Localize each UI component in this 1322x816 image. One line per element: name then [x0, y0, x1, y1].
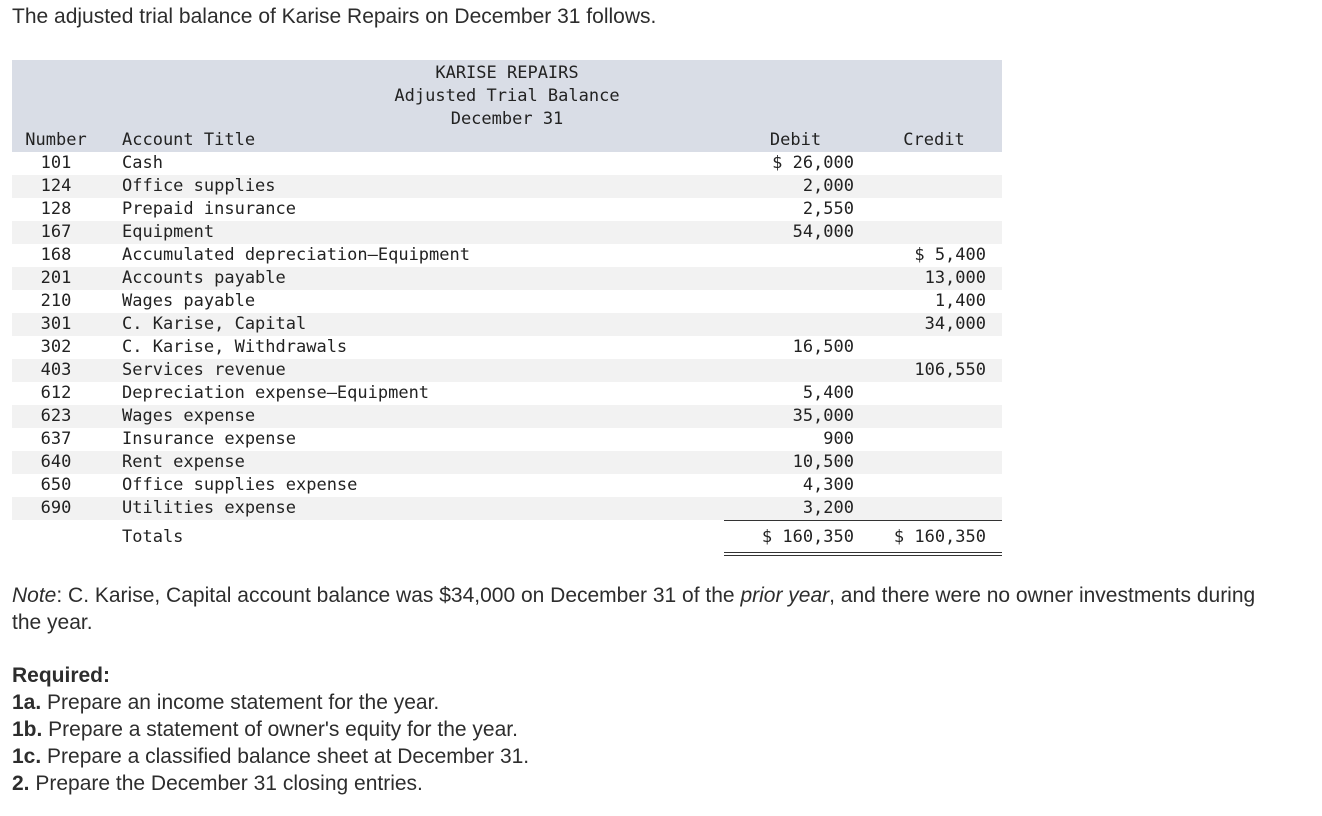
account-title: Wages expense	[122, 406, 256, 426]
account-title: Depreciation expense—Equipment	[122, 383, 430, 403]
debit-amount: 16,500	[792, 337, 854, 357]
debit-amount: 2,550	[802, 199, 854, 219]
account-title: Office supplies	[122, 176, 276, 196]
account-number: 612	[40, 383, 72, 403]
required-item-text: Prepare a classified balance sheet at December 31.	[41, 745, 530, 768]
debit-amount: 2,000	[802, 176, 854, 196]
required-section	[12, 662, 529, 797]
credit-amount: $ 5,400	[914, 245, 986, 265]
table-row	[12, 244, 1002, 267]
company-name: KARISE REPAIRS	[435, 63, 579, 83]
account-number: 167	[40, 222, 72, 242]
account-number: 301	[40, 314, 72, 334]
required-item	[12, 743, 529, 770]
debit-amount: 54,000	[792, 222, 854, 242]
required-item-key: 1a.	[12, 691, 42, 714]
required-title: Required:	[12, 664, 111, 687]
account-title: Accumulated depreciation—Equipment	[122, 245, 470, 265]
totals-row	[12, 520, 1002, 555]
note-text-2: , and there were no owner investments during the year.	[12, 584, 1256, 634]
table-row	[12, 405, 1002, 428]
account-number: 101	[40, 153, 72, 173]
debit-amount: 3,200	[802, 498, 854, 518]
table-row	[12, 152, 1002, 175]
table-row	[12, 290, 1002, 313]
account-number: 168	[40, 245, 72, 265]
account-title: Accounts payable	[122, 268, 286, 288]
debit-amount: $ 26,000	[772, 153, 854, 173]
required-item-text: Prepare a statement of owner's equity for the year.	[42, 718, 518, 741]
account-number: 690	[40, 498, 72, 518]
table-row	[12, 359, 1002, 382]
account-title: C. Karise, Withdrawals	[122, 337, 348, 357]
report-name: Adjusted Trial Balance	[394, 86, 620, 106]
table-header	[12, 60, 1002, 152]
account-number: 124	[40, 176, 72, 196]
account-title: Cash	[122, 153, 163, 173]
account-number: 650	[40, 475, 72, 495]
header-number: Number	[25, 130, 87, 150]
account-number: 128	[40, 199, 72, 219]
account-title: Office supplies expense	[122, 475, 358, 495]
table-row	[12, 474, 1002, 497]
table-row	[12, 313, 1002, 336]
report-date: December 31	[450, 109, 564, 129]
credit-amount: 1,400	[934, 291, 986, 311]
required-item-key: 2.	[12, 772, 30, 795]
header-account-title: Account Title	[122, 130, 256, 150]
debit-amount: 10,500	[792, 452, 854, 472]
note-text-1: : C. Karise, Capital account balance was $34,000 on December 31 of the	[56, 584, 741, 607]
required-item-key: 1c.	[12, 745, 42, 768]
table-row	[12, 336, 1002, 359]
required-item-text: Prepare an income statement for the year.	[41, 691, 440, 714]
account-number: 623	[40, 406, 72, 426]
debit-amount: 900	[823, 429, 854, 449]
account-number: 210	[40, 291, 72, 311]
totals-double-rule-1	[724, 552, 1002, 553]
credit-amount: 106,550	[914, 360, 986, 380]
table-row	[12, 221, 1002, 244]
note-paragraph	[12, 582, 1272, 636]
table-row	[12, 267, 1002, 290]
debit-amount: 4,300	[802, 475, 854, 495]
required-item-key: 1b.	[12, 718, 43, 741]
header-credit: Credit	[903, 130, 965, 150]
table-row	[12, 198, 1002, 221]
account-title: Prepaid insurance	[122, 199, 296, 219]
table-row	[12, 428, 1002, 451]
credit-amount: 13,000	[924, 268, 986, 288]
note-emphasis: prior year	[740, 584, 830, 607]
table-row	[12, 175, 1002, 198]
column-headers	[12, 129, 1002, 152]
table-row	[12, 497, 1002, 520]
note-label: Note	[12, 584, 57, 607]
account-title: Insurance expense	[122, 429, 296, 449]
required-item	[12, 716, 529, 743]
totals-double-rule-2	[724, 555, 1002, 556]
totals-label: Totals	[122, 527, 184, 547]
required-item	[12, 770, 529, 797]
totals-top-rule	[724, 520, 1002, 521]
table-row	[12, 382, 1002, 405]
debit-amount: 5,400	[802, 383, 854, 403]
credit-amount: 34,000	[924, 314, 986, 334]
debit-amount: 35,000	[792, 406, 854, 426]
total-credit: $ 160,350	[893, 527, 986, 547]
required-item-text: Prepare the December 31 closing entries.	[29, 772, 423, 795]
account-title: Rent expense	[122, 452, 245, 472]
account-number: 637	[40, 429, 72, 449]
trial-balance-table	[12, 60, 1002, 555]
required-item	[12, 689, 529, 716]
total-debit: $ 160,350	[761, 527, 854, 547]
table-row	[12, 451, 1002, 474]
account-title: Equipment	[122, 222, 215, 242]
header-debit: Debit	[769, 130, 822, 150]
account-number: 201	[40, 268, 72, 288]
account-title: Services revenue	[122, 360, 286, 380]
table-title-block	[12, 62, 1002, 131]
account-number: 640	[40, 452, 72, 472]
account-title: Utilities expense	[122, 498, 296, 518]
account-title: Wages payable	[122, 291, 256, 311]
account-number: 403	[40, 360, 72, 380]
account-title: C. Karise, Capital	[122, 314, 307, 334]
account-number: 302	[40, 337, 72, 357]
intro-text: The adjusted trial balance of Karise Repairs on December 31 follows.	[12, 5, 657, 28]
